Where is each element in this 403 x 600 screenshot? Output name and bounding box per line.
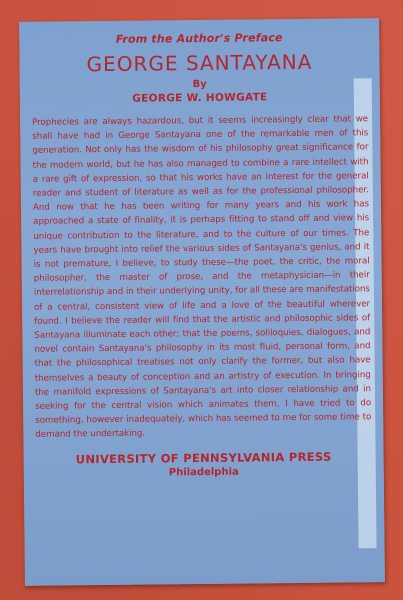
publisher-name: UNIVERSITY OF PENNSYLVANIA PRESS bbox=[75, 449, 332, 467]
preface-card bbox=[19, 18, 385, 586]
publisher-city: Philadelphia bbox=[168, 466, 239, 479]
byline-label: By bbox=[192, 78, 207, 91]
book-title: GEORGE SANTAYANA bbox=[86, 49, 313, 77]
preface-heading: From the Author's Preface bbox=[115, 31, 283, 46]
card-content bbox=[31, 30, 372, 479]
author-name: GEORGE W. HOWGATE bbox=[132, 91, 268, 105]
preface-body: Prophecies are always hazardous, but it seems increasingly clear that we shall have had in George Santayana one of the remarkable men of this generation. Not only has the wisdom of his philosophy great significance for the modern world, but he has also managed to combine a rare intellect with a rare gift of expression, so that his works have an interest for the general reader and student of literature as well as for the professional philosopher. And now that he has been writing for many years and his work has approached a state of finality, it is perhaps fitting to stand off and view his unique contribution to the literature, and to the culture of our times. The years have brought into relief the various sides of Santayana's genius, and it is not premature, I believe, to study these—the poet, the critic, the moral philosopher, the master of prose, and the metaphysician—in their interrelationship and in their underlying unity, for all these are manifestations of a central, consistent view of life and a love of the beautiful wherever found. I believe the reader will find that the artistic and philosophic sides of Santayana illuminate each other; that the poems, soliloquies, dialogues, and novel contain Santayana's philosophy in its most fluid, personal form, and that the philosophical treatises not only clarify the former, but also have themselves a beauty of conception and an artistry of execution. In bringing the manifold expressions of Santayana's art into closer relationship and in seeking for the central vision which animates them, I have tried to do something, however inadequately, which has seemed to me for some time to demand the undertaking. bbox=[32, 114, 372, 441]
